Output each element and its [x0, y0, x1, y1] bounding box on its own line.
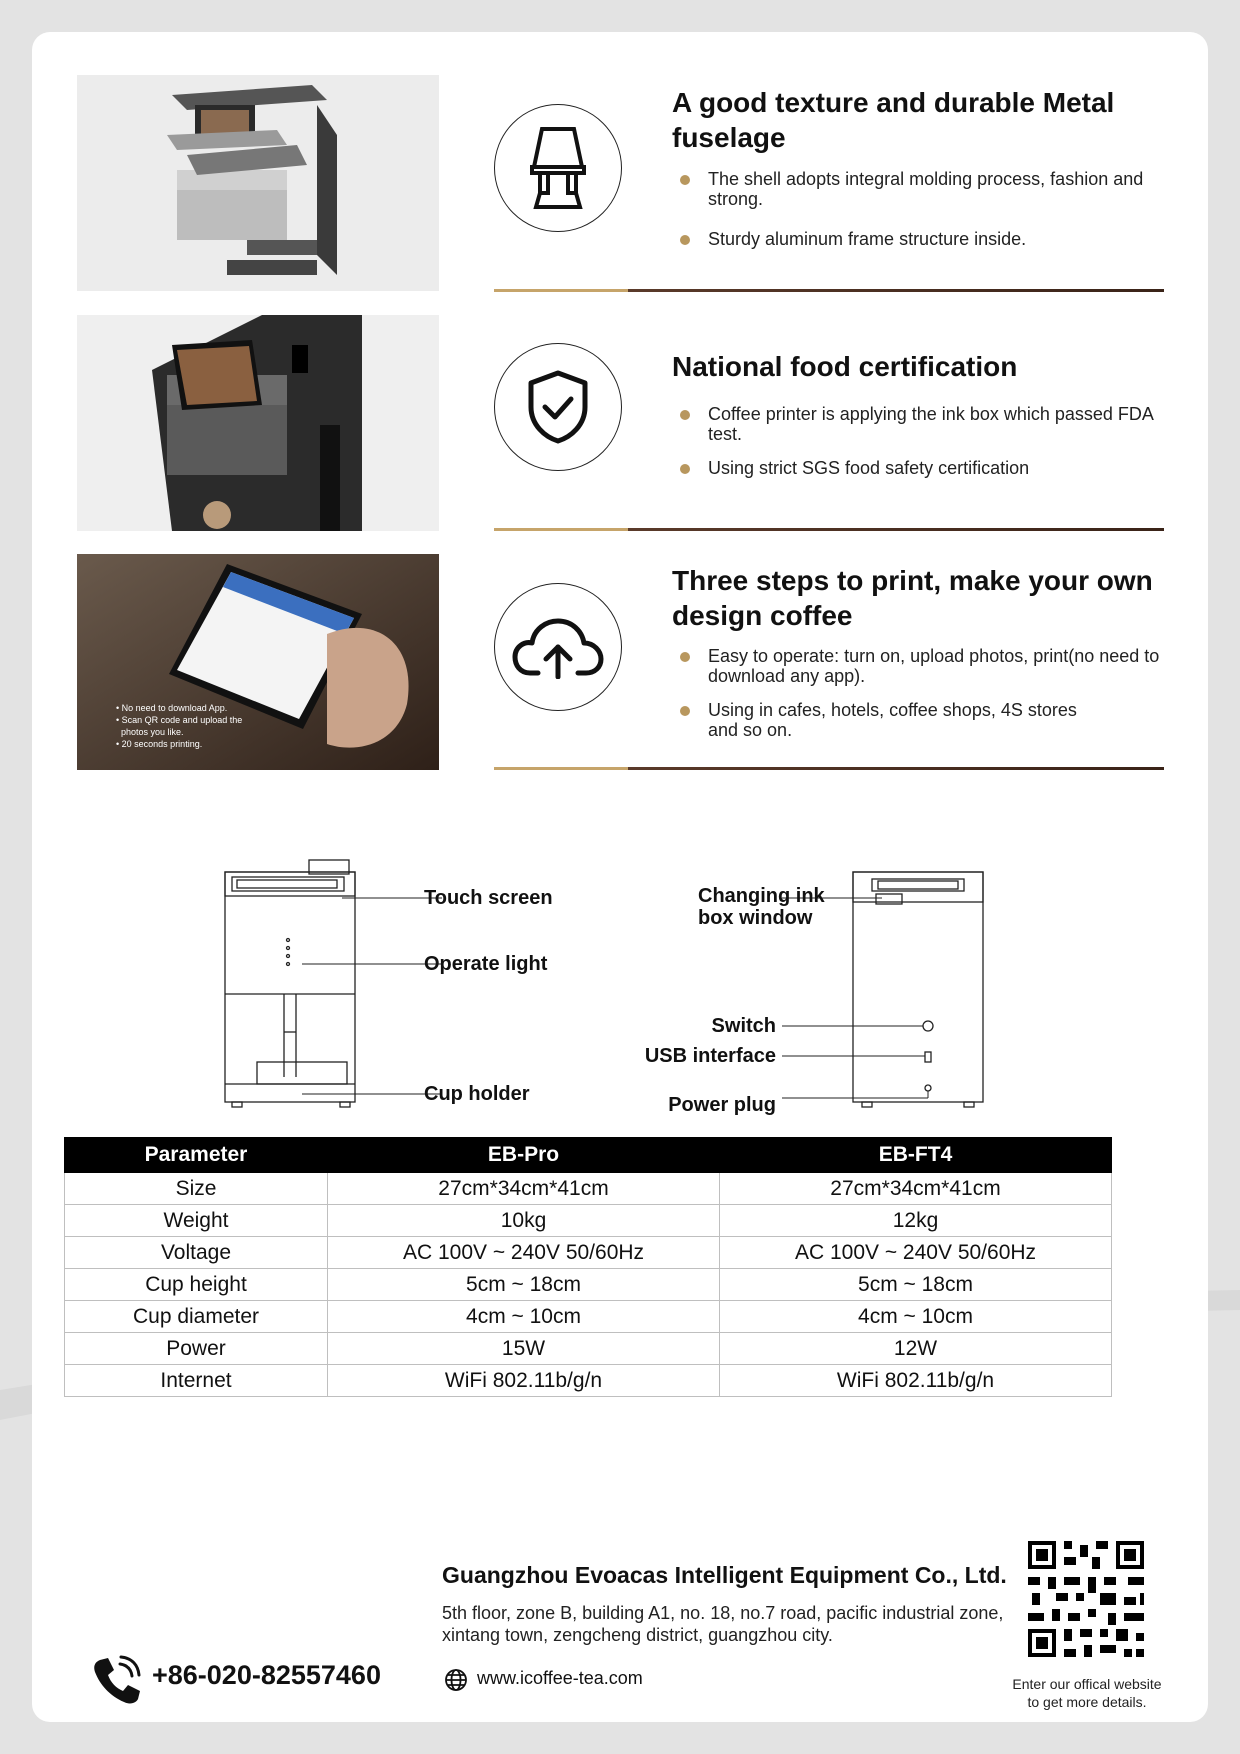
- label-operate-light: Operate light: [424, 953, 548, 975]
- table-cell: 10kg: [328, 1205, 720, 1237]
- table-cell: AC 100V ~ 240V 50/60Hz: [720, 1237, 1112, 1269]
- website-link[interactable]: www.icoffee-tea.com: [477, 1668, 643, 1688]
- table-cell: 4cm ~ 10cm: [720, 1301, 1112, 1333]
- section-divider: [494, 289, 1164, 292]
- back-diagram: [772, 832, 1002, 1152]
- table-row: [65, 1269, 1112, 1301]
- table-header: EB-Pro: [328, 1138, 720, 1173]
- label-ink-box-window: Changing ink box window: [698, 885, 825, 929]
- table-row: [65, 1237, 1112, 1269]
- table-cell: Cup diameter: [65, 1301, 328, 1333]
- feature-bullets: [672, 404, 1172, 492]
- page-sheet: [32, 32, 1208, 1722]
- table-cell: WiFi 802.11b/g/n: [720, 1365, 1112, 1397]
- section-divider: [494, 767, 1164, 770]
- feature-bullets: [672, 646, 1172, 754]
- phone-number[interactable]: +86-020-82557460: [152, 1660, 381, 1690]
- feature-title: A good texture and durable Metal fuselage: [672, 87, 1115, 153]
- table-cell: 15W: [328, 1333, 720, 1365]
- list-item: Coffee printer is applying the ink box which passed FDA test.: [672, 404, 1172, 444]
- table-header-row: [65, 1138, 1112, 1173]
- photo-exploded-view: [77, 75, 439, 291]
- table-cell: Size: [65, 1173, 328, 1205]
- list-item: Easy to operate: turn on, upload photos, print(no need to download any app).: [672, 646, 1172, 686]
- qr-code[interactable]: [1020, 1533, 1152, 1665]
- table-row: [65, 1205, 1112, 1237]
- label-switch: Switch: [711, 1015, 776, 1037]
- spec-table: [64, 1137, 1112, 1397]
- table-cell: 12kg: [720, 1205, 1112, 1237]
- table-row: [65, 1301, 1112, 1333]
- globe-icon: [444, 1668, 468, 1692]
- company-address: 5th floor, zone B, building A1, no. 18, no.7 road, pacific industrial zone, xintang town, zengcheng district, guangzhou city.: [442, 1603, 1004, 1645]
- label-power-plug: Power plug: [668, 1094, 776, 1116]
- table-cell: 27cm*34cm*41cm: [720, 1173, 1112, 1205]
- table-cell: AC 100V ~ 240V 50/60Hz: [328, 1237, 720, 1269]
- phone-icon: [90, 1654, 142, 1706]
- table-cell: Power: [65, 1333, 328, 1365]
- table-cell: 12W: [720, 1333, 1112, 1365]
- table-cell: Cup height: [65, 1269, 328, 1301]
- table-row: [65, 1365, 1112, 1397]
- table-header: Parameter: [65, 1138, 328, 1173]
- qr-caption: Enter our offical website to get more details.: [1012, 1676, 1162, 1710]
- table-cell: Internet: [65, 1365, 328, 1397]
- metal-frame-icon: [494, 104, 622, 232]
- shield-check-icon: [494, 343, 622, 471]
- photo-printer: [77, 315, 439, 531]
- feature-title: Three steps to print, make your own design coffee: [672, 565, 1153, 631]
- table-cell: WiFi 802.11b/g/n: [328, 1365, 720, 1397]
- company-name: Guangzhou Evoacas Intelligent Equipment Co., Ltd.: [442, 1562, 1007, 1588]
- table-cell: 27cm*34cm*41cm: [328, 1173, 720, 1205]
- list-item: Using in cafes, hotels, coffee shops, 4S stores and so on.: [672, 700, 1088, 740]
- label-usb-interface: USB interface: [644, 1045, 776, 1067]
- label-cup-holder: Cup holder: [424, 1083, 530, 1105]
- list-item: The shell adopts integral molding process, fashion and strong.: [672, 169, 1172, 209]
- table-row: [65, 1173, 1112, 1205]
- table-row: [65, 1333, 1112, 1365]
- table-header: EB-FT4: [720, 1138, 1112, 1173]
- list-item: Using strict SGS food safety certification: [672, 458, 1172, 478]
- table-cell: Weight: [65, 1205, 328, 1237]
- section-divider: [494, 528, 1164, 531]
- feature-bullets: [672, 169, 1172, 263]
- photo-overlay-text: • No need to download App. • Scan QR code and upload the photos you like. • 20 seconds printing.: [116, 703, 243, 749]
- table-cell: 5cm ~ 18cm: [328, 1269, 720, 1301]
- list-item: Sturdy aluminum frame structure inside.: [672, 229, 1172, 249]
- table-cell: 4cm ~ 10cm: [328, 1301, 720, 1333]
- label-touch-screen: Touch screen: [424, 887, 553, 909]
- front-diagram: [212, 832, 452, 1152]
- table-cell: Voltage: [65, 1237, 328, 1269]
- table-cell: 5cm ~ 18cm: [720, 1269, 1112, 1301]
- feature-title: National food certification: [672, 351, 1018, 382]
- cloud-upload-icon: [494, 583, 622, 711]
